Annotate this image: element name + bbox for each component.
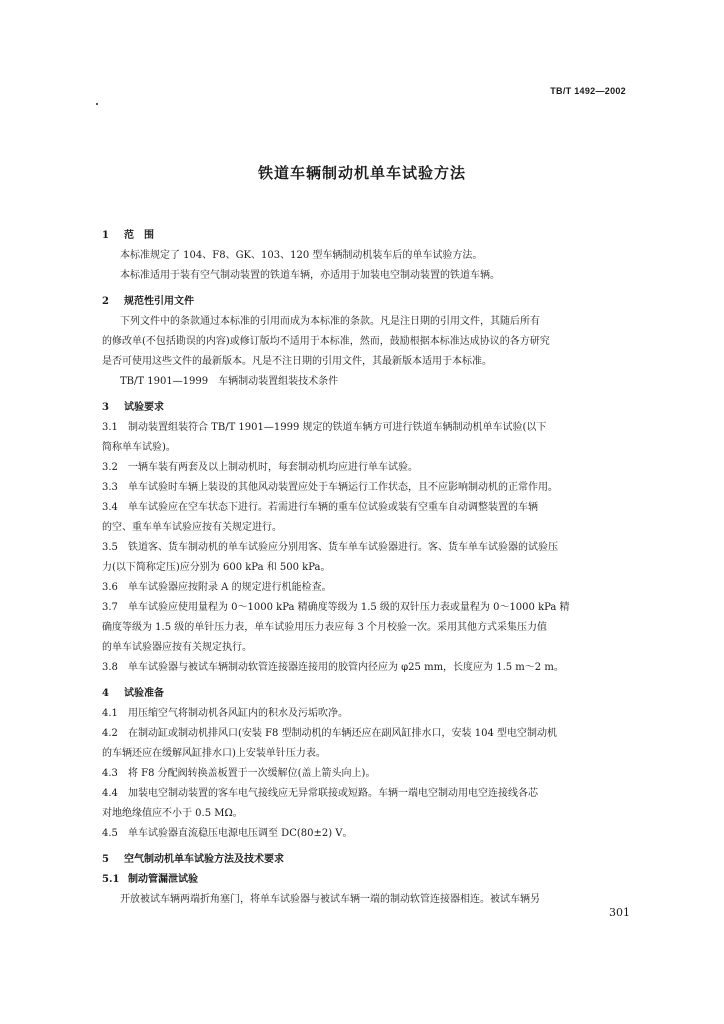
item-4-2-cont: 的车辆还应在缓解风缸排水口)上安装单针压力表。 <box>102 748 326 759</box>
item-3-7: 3.7 单车试验应使用量程为 0～1000 kPa 精确度等级为 1.5 级的双针压力表或量程为 0～1000 kPa 精 <box>102 602 570 613</box>
item-3-3: 3.3 单车试验时车辆上装设的其他风动装置应处于车辆运行工作状态，且不应影响制动机的正常作用。 <box>102 482 558 493</box>
item-3-1-cont: 简称单车试验)。 <box>102 442 176 453</box>
item-4-2: 4.2 在制动缸或制动机排风口(安装 F8 型制动机的车辆还应在副风缸排水口，安装 104 型电空制动机 <box>102 728 558 739</box>
item-3-4-cont: 的空、重车单车试验应按有关规定进行。 <box>102 522 282 533</box>
item-3-7-cont-1: 确度等级为 1.5 级的单针压力表，单车试验用压力表应每 3 个月校验一次。采用其他方式采集压力值 <box>102 622 547 633</box>
item-3-4: 3.4 单车试验应在空车状态下进行。若需进行车辆的重车位试验或装有空重车自动调整装置的车辆 <box>102 502 538 513</box>
section-4-heading: 4 试验准备 <box>102 688 164 699</box>
section-1-para-1: 本标准规定了 104、F8、GK、103、120 型车辆制动机装车后的单车试验方法。 <box>120 250 483 261</box>
section-5-1-para: 开放被试车辆两端折角塞门，将单车试验器与被试车辆一端的制动软管连接器相连。被试车辆另 <box>120 894 540 905</box>
section-2-para-line-2: 的修改单(不包括勘误的内容)或修订版均不适用于本标准，然而，鼓励根据本标准达成协议的各方研究 <box>102 336 550 347</box>
item-3-1: 3.1 制动装置组装符合 TB/T 1901—1999 规定的铁道车辆方可进行铁道车辆制动机单车试验(以下 <box>102 422 547 433</box>
section-2-para-line-3: 是否可使用这些文件的最新版本。凡是不注日期的引用文件，其最新版本适用于本标准。 <box>102 356 492 367</box>
section-3-heading: 3 试验要求 <box>102 402 164 413</box>
item-3-6: 3.6 单车试验器应按附录 A 的规定进行机能检查。 <box>102 582 332 593</box>
section-1-para-2: 本标准适用于装有空气制动装置的铁道车辆，亦适用于加装电空制动装置的铁道车辆。 <box>120 270 500 281</box>
section-1-heading: 1 范 围 <box>102 230 154 241</box>
item-3-7-cont-2: 的单车试验器应按有关规定执行。 <box>102 642 252 653</box>
item-4-4: 4.4 加装电空制动装置的客车电气接线应无异常联接或短路。车辆一端电空制动用电空连接线各芯 <box>102 788 538 799</box>
item-3-5-cont: 力(以下简称定压)应分别为 600 kPa 和 500 kPa。 <box>102 562 331 573</box>
item-4-3: 4.3 将 F8 分配阀转换盖板置于一次缓解位(盖上箭头向上)。 <box>102 768 376 779</box>
document-body <box>102 220 642 910</box>
item-4-5: 4.5 单车试验器直流稳压电源电压调至 DC(80±2) V。 <box>102 828 353 839</box>
page-number: 301 <box>609 906 630 919</box>
item-3-8: 3.8 单车试验器与被试车辆制动软管连接器连接用的胶管内径应为 φ25 mm，长度应为 1.5 m～2 m。 <box>102 662 564 673</box>
item-4-4-cont: 对地绝缘值应不小于 0.5 MΩ。 <box>102 808 243 819</box>
document-title: 铁道车辆制动机单车试验方法 <box>257 164 466 182</box>
scan-speck <box>96 103 98 105</box>
section-2-heading: 2 规范性引用文件 <box>102 296 194 307</box>
section-2-para-line-1: 下列文件中的条款通过本标准的引用而成为本标准的条款。凡是注日期的引用文件，其随后所有 <box>120 316 540 327</box>
section-5-1-heading: 5.1 制动管漏泄试验 <box>102 874 198 885</box>
section-2-reference: TB/T 1901—1999 车辆制动装置组装技术条件 <box>120 376 339 387</box>
section-5-heading: 5 空气制动机单车试验方法及技术要求 <box>102 854 284 865</box>
standard-code: TB/T 1492—2002 <box>550 86 626 96</box>
item-4-1: 4.1 用压缩空气将制动机各风缸内的积水及污垢吹净。 <box>102 708 348 719</box>
item-3-2: 3.2 一辆车装有两套及以上制动机时，每套制动机均应进行单车试验。 <box>102 462 418 473</box>
item-3-5: 3.5 铁道客、货车制动机的单车试验应分别用客、货车单车试验器进行。客、货车单车试验器的试验压 <box>102 542 558 553</box>
